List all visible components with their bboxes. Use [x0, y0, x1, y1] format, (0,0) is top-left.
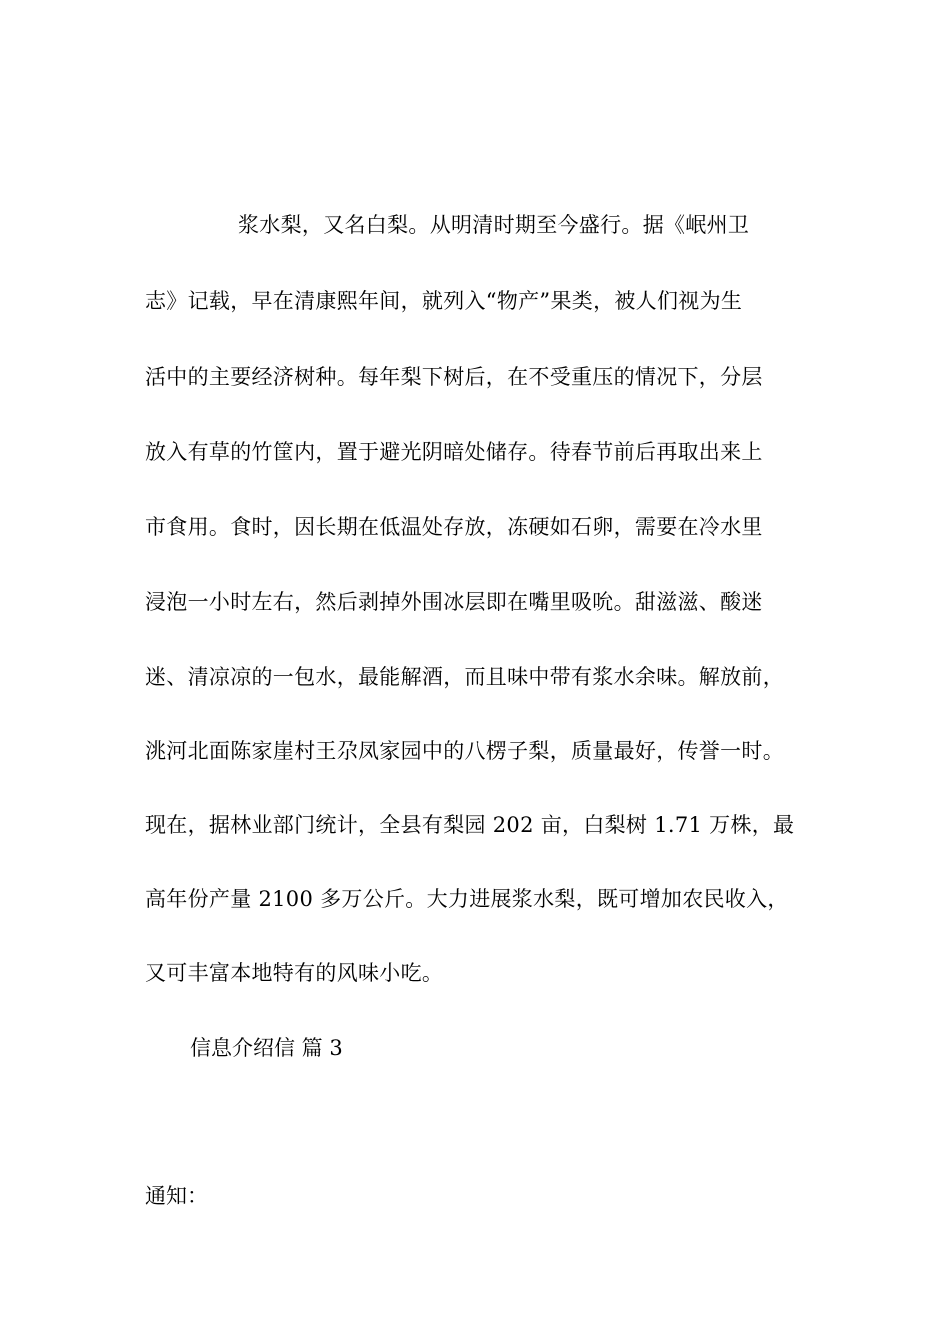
paragraph-line: 放入有草的竹筐内，置于避光阴暗处储存。待春节前后再取出来上: [145, 440, 763, 464]
paragraph-line: 市食用。食时，因长期在低温处存放，冻硬如石卵，需要在冷水里: [145, 515, 763, 539]
paragraph-line: 浸泡一小时左右，然后剥掉外围冰层即在嘴里吸吮。甜滋滋、酸迷: [145, 590, 763, 614]
paragraph-line: 志》记载，早在清康熙年间，就列入“物产”果类，被人们视为生: [145, 289, 743, 313]
paragraph-line: 又可丰富本地特有的风味小吃。: [145, 961, 444, 985]
paragraph-line: 洮河北面陈家崖村王尕凤家园中的八楞子梨，质量最好，传誉一时。: [145, 739, 784, 763]
paragraph-line: 高年份产量 2100 多万公斤。大力进展浆水梨，既可增加农民收入，: [145, 887, 789, 911]
paragraph-line: 浆水梨，又名白梨。从明清时期至今盛行。据《岷州卫: [238, 213, 750, 237]
section-heading: 信息介绍信 篇 3: [190, 1036, 343, 1060]
paragraph-line: 活中的主要经济树种。每年梨下树后，在不受重压的情况下，分层: [145, 365, 763, 389]
paragraph-line: 现在，据林业部门统计，全县有梨园 202 亩，白梨树 1.71 万株，最: [145, 813, 795, 837]
paragraph-line: 迷、清凉凉的一包水，最能解酒，而且味中带有浆水余味。解放前，: [145, 665, 784, 689]
notice-label: 通知：: [145, 1184, 208, 1208]
